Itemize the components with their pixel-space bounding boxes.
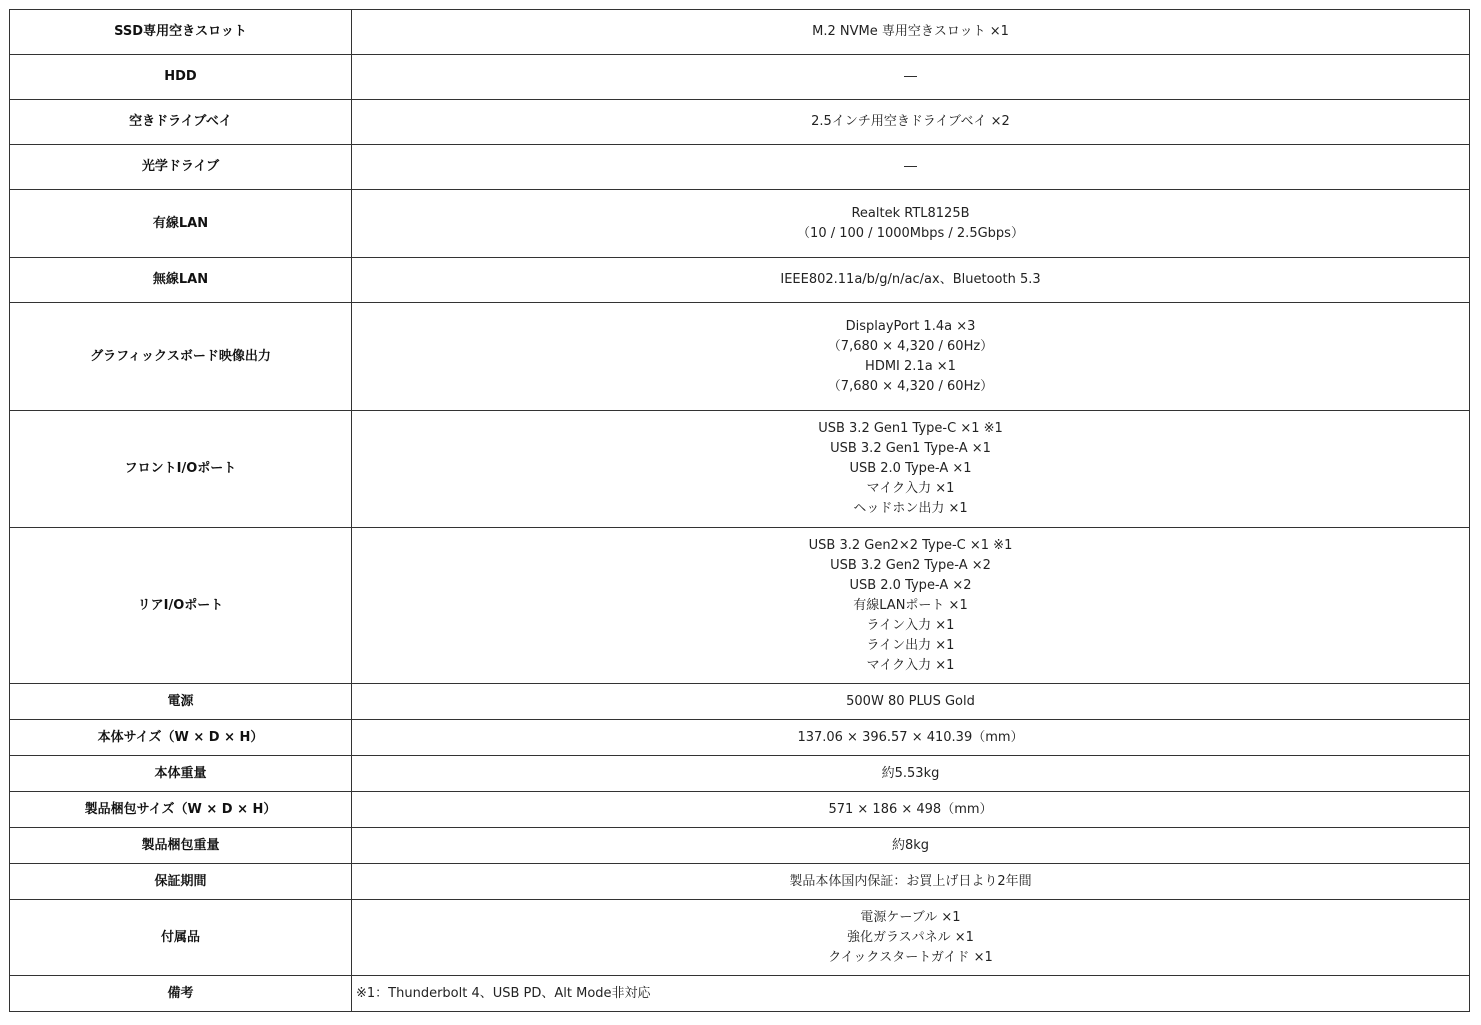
spec-row [10, 100, 1470, 145]
spec-value [352, 411, 1470, 528]
spec-row [10, 303, 1470, 411]
spec-row [10, 190, 1470, 258]
spec-value-line: （10 / 100 / 1000Mbps / 2.5Gbps） [797, 225, 1024, 241]
spec-value-line: USB 3.2 Gen2 Type-A ×2 [830, 557, 991, 573]
spec-value-line: ライン入力 ×1 [866, 617, 955, 633]
spec-value [352, 684, 1470, 720]
spec-row [10, 258, 1470, 303]
spec-row [10, 792, 1470, 828]
spec-label: 電源 [10, 684, 352, 720]
spec-value-line: ― [904, 69, 917, 84]
spec-label: フロントI/Oポート [10, 411, 352, 528]
spec-value-line: クイックスタートガイド ×1 [828, 949, 993, 965]
spec-value-line: USB 3.2 Gen1 Type-A ×1 [830, 441, 991, 456]
spec-value-line: M.2 NVMe 専用空きスロット ×1 [812, 24, 1009, 39]
spec-value-line: ライン出力 ×1 [866, 637, 955, 653]
spec-value-line: USB 2.0 Type-A ×1 [849, 461, 972, 476]
spec-label: 製品梱包重量 [10, 828, 352, 864]
spec-table [9, 9, 1470, 1012]
spec-value-line: ヘッドホン出力 ×1 [853, 501, 968, 516]
spec-row [10, 528, 1470, 684]
spec-value [352, 145, 1470, 190]
spec-label: 無線LAN [10, 258, 352, 303]
spec-value [352, 528, 1470, 684]
spec-label: 空きドライブベイ [10, 100, 352, 145]
spec-value-line: IEEE802.11a/b/g/n/ac/ax、Bluetooth 5.3 [780, 272, 1041, 287]
spec-value-line: 約8kg [891, 837, 930, 853]
spec-value-line: （7,680 × 4,320 / 60Hz） [827, 338, 994, 354]
spec-row [10, 145, 1470, 190]
spec-row [10, 900, 1470, 976]
spec-label: グラフィックスボード映像出力 [10, 303, 352, 411]
spec-label: 製品梱包サイズ（W × D × H） [10, 792, 352, 828]
spec-row [10, 720, 1470, 756]
spec-value [352, 303, 1470, 411]
spec-value-line: （7,680 × 4,320 / 60Hz） [827, 378, 994, 394]
spec-label: 付属品 [10, 900, 352, 976]
spec-value-line: ― [904, 159, 917, 174]
spec-value [352, 864, 1470, 900]
spec-value [352, 10, 1470, 55]
spec-row [10, 864, 1470, 900]
spec-value-line: 571 × 186 × 498（mm） [828, 801, 993, 817]
spec-value [352, 190, 1470, 258]
spec-value-line: USB 2.0 Type-A ×2 [849, 577, 972, 593]
spec-value [352, 828, 1470, 864]
spec-label: 本体サイズ（W × D × H） [10, 720, 352, 756]
spec-value [352, 720, 1470, 756]
spec-value-line: USB 3.2 Gen1 Type-C ×1 ※1 [818, 421, 1003, 436]
spec-row [10, 828, 1470, 864]
spec-value-line: マイク入力 ×1 [866, 657, 955, 673]
spec-label: 光学ドライブ [10, 145, 352, 190]
spec-value-line: 製品本体国内保証：お買上げ日より2年間 [789, 873, 1032, 889]
spec-value-line: 有線LANポート ×1 [853, 597, 968, 613]
spec-row [10, 10, 1470, 55]
spec-row [10, 756, 1470, 792]
spec-value-line: HDMI 2.1a ×1 [865, 358, 956, 374]
spec-value [352, 792, 1470, 828]
spec-value-line: DisplayPort 1.4a ×3 [845, 318, 976, 334]
spec-value-line: USB 3.2 Gen2×2 Type-C ×1 ※1 [808, 537, 1013, 553]
spec-value-line: 約5.53kg [881, 765, 940, 781]
spec-value [352, 55, 1470, 100]
spec-value-line: 強化ガラスパネル ×1 [847, 929, 974, 945]
spec-label: リアI/Oポート [10, 528, 352, 684]
spec-value-line: 電源ケーブル ×1 [860, 909, 961, 925]
spec-label: 本体重量 [10, 756, 352, 792]
spec-value [352, 756, 1470, 792]
spec-table-body [10, 10, 1470, 1012]
spec-value [352, 100, 1470, 145]
spec-value-line: 500W 80 PLUS Gold [846, 693, 975, 709]
spec-value [352, 258, 1470, 303]
spec-label: SSD専用空きスロット [10, 10, 352, 55]
spec-value [352, 976, 1470, 1012]
spec-row [10, 684, 1470, 720]
spec-label: 保証期間 [10, 864, 352, 900]
spec-value-line: 2.5インチ用空きドライブベイ ×2 [811, 114, 1010, 129]
spec-value-line: マイク入力 ×1 [866, 481, 955, 496]
spec-value-line: 137.06 × 396.57 × 410.39（mm） [797, 729, 1024, 745]
spec-label: 備考 [10, 976, 352, 1012]
spec-value-line: ※1：Thunderbolt 4、USB PD、Alt Mode非対応 [356, 985, 651, 1001]
spec-value [352, 900, 1470, 976]
spec-label: 有線LAN [10, 190, 352, 258]
spec-value-line: Realtek RTL8125B [851, 205, 970, 221]
spec-row [10, 55, 1470, 100]
spec-label: HDD [10, 55, 352, 100]
spec-row [10, 976, 1470, 1012]
spec-row [10, 411, 1470, 528]
